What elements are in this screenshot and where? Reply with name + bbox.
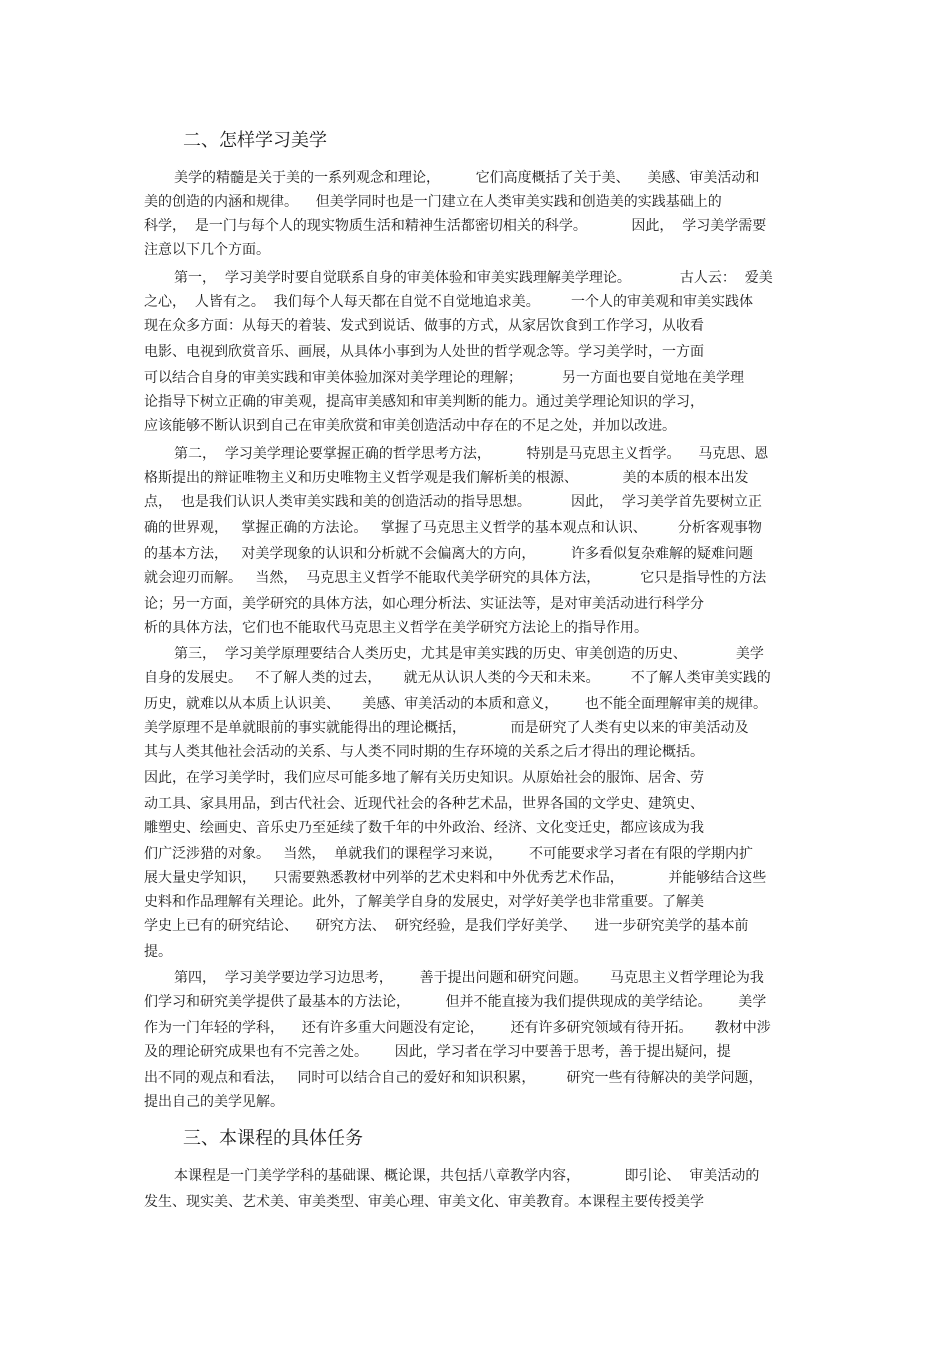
- text-line: 可以结合自身的审美实践和审美体验加深对美学理论的理解； 另一方面也要自觉地在美学理: [144, 370, 745, 386]
- text-line: 本课程是一门美学学科的基础课、概论课，共包括八章教学内容， 即引论、 审美活动的: [174, 1168, 760, 1184]
- text-line: 展大量史学知识， 只需要熟悉教材中列举的艺术史料和中外优秀艺术作品， 并能够结合这些: [144, 870, 767, 886]
- text-line: 第二， 学习美学理论要掌握正确的哲学思考方法， 特别是马克思主义哲学。 马克思、恩: [174, 446, 769, 462]
- text-line: 现在众多方面：从每天的着装、发式到说话、做事的方式，从家居饮食到工作学习，从收看: [144, 318, 704, 334]
- text-line: 格斯提出的辩证唯物主义和历史唯物主义哲学观是我们解析美的根源、 美的本质的根本出发: [144, 470, 749, 486]
- text-line: 之心， 人皆有之。 我们每个人每天都在自觉不自觉地追求美。 一个人的审美观和审美实践体: [144, 294, 753, 310]
- text-line: 第三， 学习美学原理要结合人类历史，尤其是审美实践的历史、审美创造的历史、 美学: [174, 646, 764, 662]
- text-line: 们学习和研究美学提供了最基本的方法论， 但并不能直接为我们提供现成的美学结论。 美学: [144, 994, 767, 1010]
- text-line: 美学原理不是单就眼前的事实就能得出的理论概括， 而是研究了人类有史以来的审美活动及: [144, 720, 749, 736]
- text-line: 历史，就难以从本质上认识美、 美感、审美活动的本质和意义， 也不能全面理解审美的规律。: [144, 696, 767, 712]
- text-line: 论；另一方面，美学研究的具体方法，如心理分析法、实证法等，是对审美活动进行科学分: [144, 596, 704, 612]
- text-line: 电影、电视到欣赏音乐、画展，从具体小事到为人处世的哲学观念等。学习美学时，一方面: [144, 344, 704, 360]
- text-line: 第四， 学习美学要边学习边思考， 善于提出问题和研究问题。 马克思主义哲学理论为我: [174, 970, 764, 986]
- text-line: 提出自己的美学见解。: [144, 1094, 284, 1110]
- text-line: 们广泛涉猎的对象。 当然， 单就我们的课程学习来说， 不可能要求学习者在有限的学期内扩: [144, 846, 753, 862]
- text-line: 美的创造的内涵和规律。 但美学同时也是一门建立在人类审美实践和创造美的实践基础上的: [144, 194, 722, 210]
- section-heading-2: 二、怎样学习美学: [183, 130, 327, 151]
- text-line: 点， 也是我们认识人类审美实践和美的创造活动的指导思想。 因此， 学习美学首先要树立正: [144, 494, 762, 510]
- text-line: 注意以下几个方面。: [144, 242, 270, 258]
- section-heading-3: 三、本课程的具体任务: [183, 1128, 363, 1149]
- text-line: 提。: [144, 944, 172, 960]
- text-line: 第一， 学习美学时要自觉联系自身的审美体验和审美实践理解美学理论。 古人云： 爱美: [174, 270, 773, 286]
- text-line: 因此，在学习美学时，我们应尽可能多地了解有关历史知识。从原始社会的服饰、居舍、劳: [144, 770, 704, 786]
- text-line: 应该能够不断认识到自己在审美欣赏和审美创造活动中存在的不足之处，并加以改进。: [144, 418, 676, 434]
- text-line: 作为一门年轻的学科， 还有许多重大问题没有定论， 还有许多研究领域有待开拓。 教材中涉: [144, 1020, 771, 1036]
- text-line: 确的世界观， 掌握正确的方法论。 掌握了马克思主义哲学的基本观点和认识、 分析客观事物: [144, 520, 762, 536]
- text-line: 科学， 是一门与每个人的现实物质生活和精神生活都密切相关的科学。 因此， 学习美学需要: [144, 218, 767, 234]
- text-line: 动工具、家具用品，到古代社会、近现代社会的各种艺术品，世界各国的文学史、建筑史、: [144, 796, 704, 812]
- text-line: 出不同的观点和看法， 同时可以结合自己的爱好和知识积累， 研究一些有待解决的美学问题，: [144, 1070, 763, 1086]
- text-line: 其与人类其他社会活动的关系、与人类不同时期的生存环境的关系之后才得出的理论概括。: [144, 744, 704, 760]
- text-line: 析的具体方法，它们也不能取代马克思主义哲学在美学研究方法论上的指导作用。: [144, 620, 648, 636]
- text-line: 就会迎刃而解。 当然， 马克思主义哲学不能取代美学研究的具体方法， 它只是指导性的方法: [144, 570, 767, 586]
- text-line: 美学的精髓是关于美的一系列观念和理论， 它们高度概括了关于美、 美感、审美活动和: [174, 170, 760, 186]
- text-line: 雕塑史、绘画史、音乐史乃至延续了数千年的中外政治、经济、文化变迁史，都应该成为我: [144, 820, 704, 836]
- text-line: 的基本方法， 对美学现象的认识和分析就不会偏离大的方向， 许多看似复杂难解的疑难问题: [144, 546, 753, 562]
- text-line: 及的理论研究成果也有不完善之处。 因此，学习者在学习中要善于思考，善于提出疑问，提: [144, 1044, 731, 1060]
- text-line: 自身的发展史。 不了解人类的过去， 就无从认识人类的今天和未来。 不了解人类审美实践的: [144, 670, 771, 686]
- text-line: 论指导下树立正确的审美观，提高审美感知和审美判断的能力。通过美学理论知识的学习，: [144, 394, 704, 410]
- text-line: 学史上已有的研究结论、 研究方法、 研究经验，是我们学好美学、 进一步研究美学的基本前: [144, 918, 749, 934]
- text-line: 史料和作品理解有关理论。此外，了解美学自身的发展史，对学好美学也非常重要。了解美: [144, 894, 704, 910]
- text-line: 发生、现实美、艺术美、审美类型、审美心理、审美文化、审美教育。本课程主要传授美学: [144, 1194, 704, 1210]
